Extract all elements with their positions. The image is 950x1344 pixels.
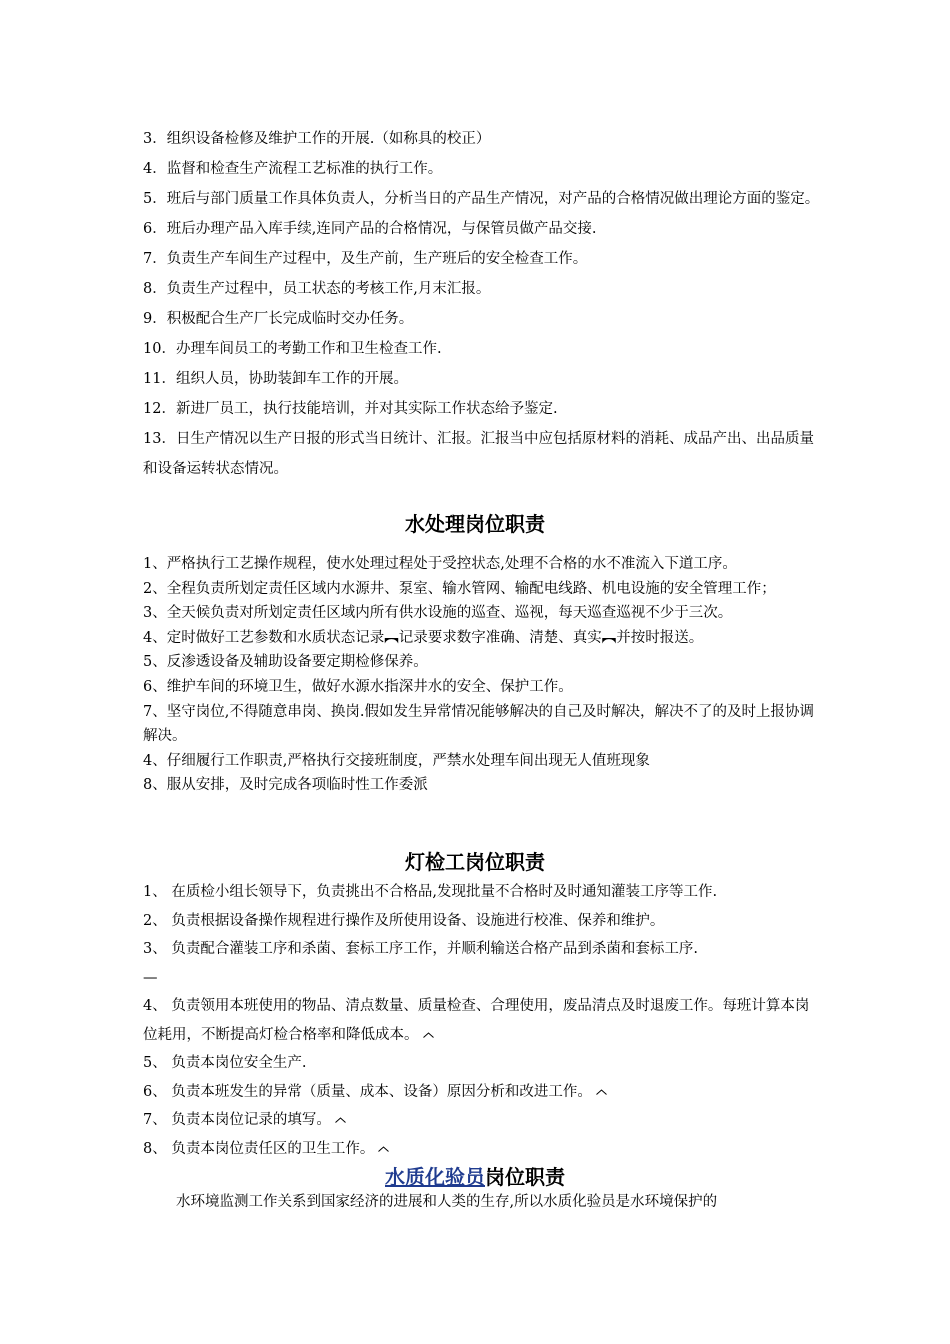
- list-item: 13．日生产情况以生产日报的形式当日统计、汇报。汇报当中应包括原材料的消耗、成品产出、出品质量和设备运转状态情况。: [143, 431, 814, 477]
- list-item-text: 7、 负责本岗位记录的填写。: [143, 1112, 331, 1128]
- list-item: 8、服从安排，及时完成各项临时性工作委派: [143, 777, 428, 794]
- list-item: 8．负责生产过程中，员工状态的考核工作,月末汇报。: [143, 281, 491, 297]
- list-item: [143, 1106, 823, 1135]
- caret-mark-icon: [423, 1032, 434, 1038]
- list-item-text: 8、 负责本岗位责任区的卫生工作。: [143, 1140, 375, 1157]
- list-item: 7、坚守岗位,不得随意串岗、换岗.假如发生异常情况能够解决的自己及时解决，解决不了的及时上报协调解决。: [143, 703, 814, 745]
- list-item: 1、严格执行工艺操作规程，使水处理过程处于受控状态,处理不合格的水不准流入下道工序。: [143, 556, 737, 572]
- list-item: 4、仔细履行工作职责,严格执行交接班制度，严禁水处理车间出现无人值班现象: [143, 752, 650, 769]
- list-item: 2、 负责根据设备操作规程进行操作及所使用设备、设施进行校准、保养和维护。: [143, 912, 665, 929]
- list-item: [143, 1078, 823, 1107]
- list-item: 9．积极配合生产厂长完成临时交办任务。: [143, 311, 414, 327]
- list-item-text: 6、 负责本班发生的异常（质量、成本、设备）原因分析和改进工作。: [143, 1083, 592, 1100]
- list-item: [143, 992, 823, 1049]
- list-item: —: [143, 969, 158, 986]
- list-item: 10．办理车间员工的考勤工作和卫生检查工作.: [143, 341, 442, 357]
- section-heading-water-quality-tester: [0, 1163, 950, 1191]
- list-item-text: 4、 负责领用本班使用的物品、清点数量、质量检查、合理使用，废品清点及时退废工作。每班计算本岗位耗用，不断提高灯检合格率和降低成本。: [143, 998, 810, 1043]
- list-item: 6、维护车间的环境卫生，做好水源水指深井水的安全、保护工作。: [143, 678, 573, 695]
- list-item: 11．组织人员，协助装卸车工作的开展。: [143, 371, 408, 387]
- caret-mark-icon: [596, 1089, 607, 1095]
- caret-mark-icon: [378, 1146, 389, 1152]
- list-item: [143, 1135, 823, 1164]
- list-item: 5、反渗透设备及辅助设备要定期检修保养。: [143, 654, 428, 671]
- list-item: 4、定时做好工艺参数和水质状态记录︻记录要求数字准确、清楚、真实︻并按时报送。: [143, 629, 704, 646]
- list-item: 3、全天候负责对所划定责任区域内所有供水设施的巡查、巡视，每天巡查巡视不少于三次。: [143, 605, 733, 622]
- section-heading-water-treatment: 水处理岗位职责: [405, 512, 545, 536]
- water-treatment-duties-list: [143, 552, 823, 798]
- light-inspector-duties-list: [143, 878, 823, 1163]
- list-item: 3、 负责配合灌装工序和杀菌、套标工序工作，并顺利输送合格产品到杀菌和套标工序.: [143, 941, 698, 957]
- list-item: 1、 在质检小组长领导下，负责挑出不合格品,发现批量不合格时及时通知灌装工序等工作.: [143, 884, 718, 900]
- section-heading-light-inspector: 灯检工岗位职责: [405, 850, 545, 874]
- list-item: 7．负责生产车间生产过程中，及生产前，生产班后的安全检查工作。: [143, 251, 588, 267]
- list-item: 2、全程负责所划定责任区域内水源井、泵室、输水管网、输配电线路、机电设施的安全管理工作；: [143, 580, 776, 597]
- list-item: 6．班后办理产品入库手续,连同产品的合格情况，与保管员做产品交接.: [143, 221, 597, 237]
- list-item: 12．新进厂员工，执行技能培训，并对其实际工作状态给予鉴定.: [143, 401, 558, 417]
- list-item: 5．班后与部门质量工作具体负责人，分析当日的产品生产情况，对产品的合格情况做出理论方面的鉴定。: [143, 191, 820, 207]
- title-link[interactable]: 水质化验员: [385, 1165, 485, 1189]
- production-duties-list: [143, 124, 823, 484]
- list-item: 4．监督和检查生产流程工艺标准的执行工作。: [143, 161, 443, 177]
- intro-paragraph: 水环境监测工作关系到国家经济的进展和人类的生存,所以水质化验员是水环境保护的: [176, 1194, 718, 1210]
- title-rest: 岗位职责: [485, 1165, 565, 1189]
- list-item: 3．组织设备检修及维护工作的开展.（如称具的校正）: [143, 131, 491, 147]
- list-item: 5、 负责本岗位安全生产.: [143, 1055, 307, 1071]
- caret-mark-icon: [335, 1117, 346, 1123]
